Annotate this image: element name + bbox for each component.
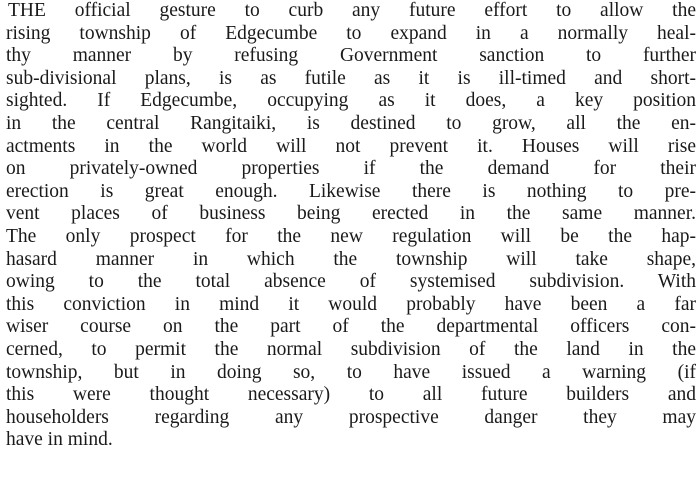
text-line: rising township of Edgecumbe to expand in a normally heal- bbox=[6, 22, 696, 44]
text-line: in the central Rangitaiki, is destined to grow, all the en- bbox=[6, 112, 696, 134]
text-line: erection is great enough. Likewise there is nothing to pre- bbox=[6, 180, 696, 202]
text-line: householders regarding any prospective danger they may bbox=[6, 406, 696, 428]
text-line: this were thought necessary) to all future builders and bbox=[6, 384, 696, 406]
text-line: owing to the total absence of systemised subdivision. With bbox=[6, 271, 696, 293]
text-line: actments in the world will not prevent it. Houses will rise bbox=[6, 135, 696, 157]
text-line: sub-divisional plans, is as futile as it is ill-timed and short- bbox=[6, 67, 696, 89]
text-line: hasard manner in which the township will take shape, bbox=[6, 248, 696, 270]
text-line: vent places of business being erected in the same manner. bbox=[6, 203, 696, 225]
article-paragraph bbox=[6, 0, 696, 452]
text-line: have in mind. bbox=[6, 429, 113, 451]
text-line: sighted. If Edgecumbe, occupying as it does, a key position bbox=[6, 90, 696, 112]
text-line: The only prospect for the new regulation will be the hap- bbox=[6, 225, 696, 247]
text-line: on privately-owned properties if the demand for their bbox=[6, 158, 696, 180]
text-line: cerned, to permit the normal subdivision of the land in the bbox=[6, 338, 696, 360]
text-line: thy manner by refusing Government sanction to further bbox=[6, 45, 696, 67]
text-line: township, but in doing so, to have issued a warning (if bbox=[6, 361, 696, 383]
text-line: wiser course on the part of the departmental officers con- bbox=[6, 316, 696, 338]
text-line: this conviction in mind it would probably have been a far bbox=[6, 293, 696, 315]
text-line: THE official gesture to curb any future effort to allow the bbox=[8, 0, 696, 21]
